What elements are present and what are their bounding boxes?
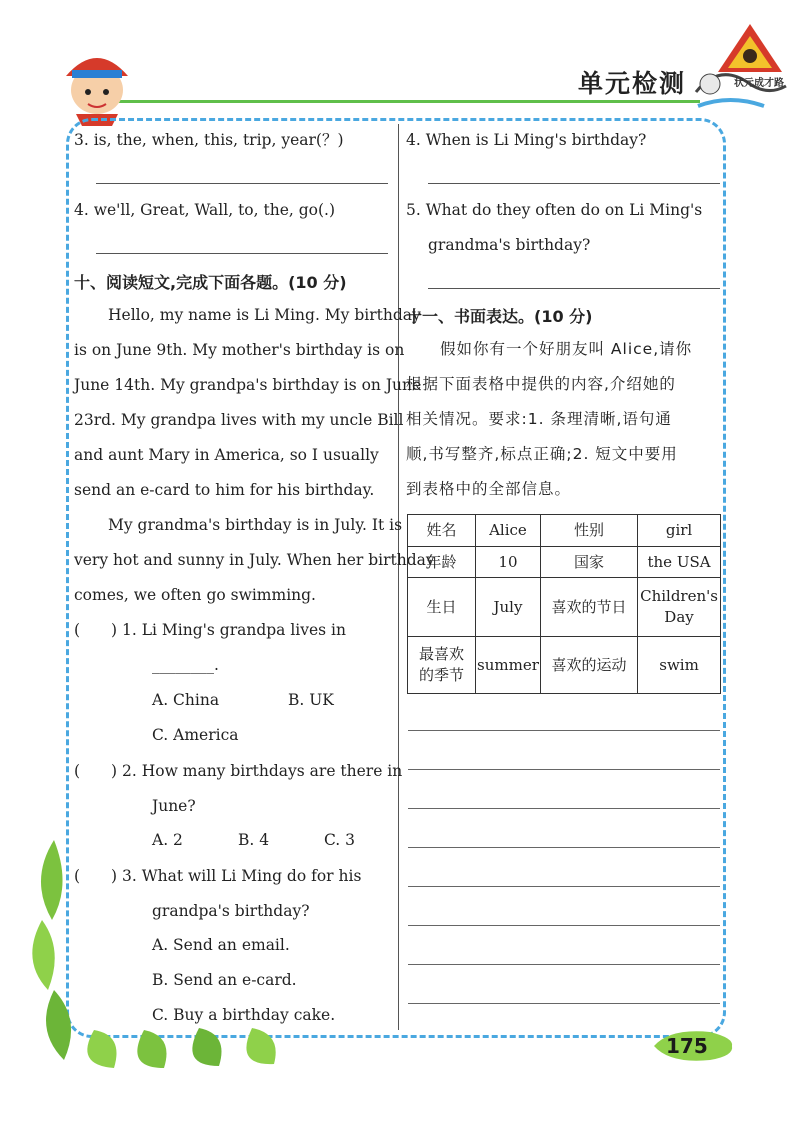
option-c: C. Buy a birthday cake. [152, 1006, 336, 1024]
instruction-line: 到表格中的全部信息。 [406, 480, 572, 498]
writing-line[interactable] [408, 808, 720, 809]
table-cell: the USA [638, 547, 721, 578]
instruction-line: 根据下面表格中提供的内容,介绍她的 [406, 375, 676, 393]
option-b: B. 4 [238, 831, 270, 849]
mc-question-1-blank: ________. [152, 656, 219, 674]
answer-bracket[interactable]: ( ) [74, 762, 118, 780]
question-r5: 5. What do they often do on Li Ming's [406, 201, 703, 219]
table-cell: Children's Day [638, 578, 721, 637]
table-cell: girl [638, 515, 721, 547]
answer-line[interactable] [96, 253, 388, 254]
passage-line: June 14th. My grandpa's birthday is on June [74, 376, 422, 394]
passage-line: and aunt Mary in America, so I usually [74, 446, 379, 464]
mascot-icon [52, 40, 142, 126]
option-a: A. China [152, 691, 220, 709]
brand-logo-text: 状元成才路 [734, 78, 784, 89]
option-b: B. Send an e-card. [152, 971, 297, 989]
writing-line[interactable] [408, 886, 720, 887]
header-rule [100, 100, 700, 103]
passage-line: send an e-card to him for his birthday. [74, 481, 375, 499]
passage-line: very hot and sunny in July. When her birthday [74, 551, 435, 569]
mc-question-2: 2. How many birthdays are there in [122, 762, 403, 780]
answer-line[interactable] [96, 183, 388, 184]
table-row [408, 515, 721, 547]
passage-line: comes, we often go swimming. [74, 586, 316, 604]
info-table [407, 514, 721, 694]
page-title: 单元检测 [578, 69, 687, 98]
question-3: 3. is, the, when, this, trip, year(？) [74, 131, 344, 149]
question-r5-cont: grandma's birthday? [428, 236, 591, 254]
option-a: A. 2 [152, 831, 183, 849]
page-number: 175 [666, 1034, 708, 1058]
instruction-line: 顺,书写整齐,标点正确;2. 短文中要用 [406, 445, 678, 463]
writing-line[interactable] [408, 769, 720, 770]
writing-line[interactable] [408, 730, 720, 731]
table-cell: summer [475, 637, 540, 694]
answer-line[interactable] [428, 183, 720, 184]
leaves-decoration-icon [24, 830, 294, 1070]
mc-question-2-cont: June? [152, 797, 196, 815]
column-divider [398, 124, 399, 1030]
table-cell: swim [638, 637, 721, 694]
instruction-line: 假如你有一个好朋友叫 Alice,请你 [440, 340, 693, 358]
mc-question-3: 3. What will Li Ming do for his [122, 867, 362, 885]
table-cell: 喜欢的节日 [540, 578, 637, 637]
table-cell: 国家 [540, 547, 637, 578]
table-row [408, 637, 721, 694]
option-c: C. America [152, 726, 239, 744]
section-ten-title: 十、阅读短文,完成下面各题。(10 分) [74, 273, 347, 292]
table-cell: Alice [475, 515, 540, 547]
answer-bracket[interactable]: ( ) [74, 867, 118, 885]
table-cell: 姓名 [408, 515, 476, 547]
option-b: B. UK [288, 691, 334, 709]
brand-logo-icon [690, 22, 790, 112]
passage-line: My grandma's birthday is in July. It is [108, 516, 403, 534]
table-cell: 生日 [408, 578, 476, 637]
passage-line: is on June 9th. My mother's birthday is on [74, 341, 405, 359]
writing-line[interactable] [408, 847, 720, 848]
writing-line[interactable] [408, 1003, 720, 1004]
table-cell: 性别 [540, 515, 637, 547]
table-row [408, 547, 721, 578]
table-cell: 10 [475, 547, 540, 578]
option-a: A. Send an email. [152, 936, 290, 954]
writing-line[interactable] [408, 964, 720, 965]
writing-line[interactable] [408, 925, 720, 926]
passage-line: Hello, my name is Li Ming. My birthday [108, 306, 421, 324]
answer-bracket[interactable]: ( ) [74, 621, 118, 639]
option-c: C. 3 [324, 831, 356, 849]
mc-question-3-cont: grandpa's birthday? [152, 902, 310, 920]
table-row [408, 578, 721, 637]
table-cell: July [475, 578, 540, 637]
question-r4: 4. When is Li Ming's birthday? [406, 131, 647, 149]
section-eleven-title: 十一、书面表达。(10 分) [406, 307, 593, 326]
mc-question-1: 1. Li Ming's grandpa lives in [122, 621, 347, 639]
table-cell: 年龄 [408, 547, 476, 578]
table-cell: 最喜欢的季节 [408, 637, 476, 694]
instruction-line: 相关情况。要求:1. 条理清晰,语句通 [406, 410, 672, 428]
question-4: 4. we'll, Great, Wall, to, the, go(.) [74, 201, 335, 219]
table-cell: 喜欢的运动 [540, 637, 637, 694]
answer-line[interactable] [428, 288, 720, 289]
passage-line: 23rd. My grandpa lives with my uncle Bill [74, 411, 404, 429]
